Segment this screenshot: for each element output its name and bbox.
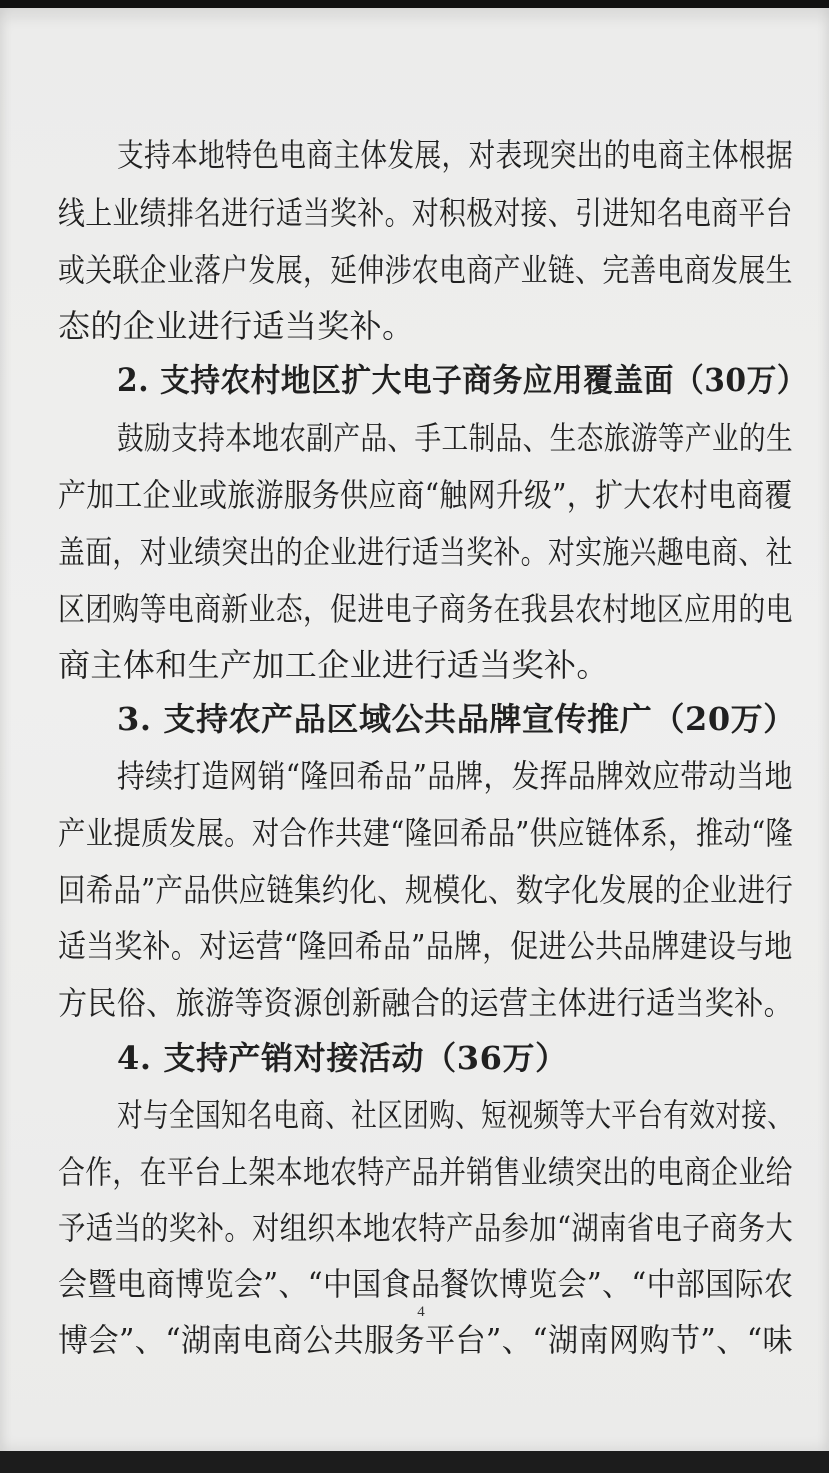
photo-bottom-edge [0, 1451, 829, 1473]
section-3-line-2: 产业提质发展。对合作共建“隆回希品”供应链体系，推动“隆 [58, 814, 794, 852]
section-2-line-2: 产加工企业或旅游服务供应商“触网升级”，扩大农村电商覆 [58, 476, 793, 514]
section-2-line-4: 区团购等电商新业态，促进电子商务在我县农村地区应用的电 [58, 590, 793, 628]
section-4-line-1: 对与全国知名电商、社区团购、短视频等大平台有效对接、 [117, 1096, 794, 1134]
section-4-line-5: 博会”、“湖南电商公共服务平台”、“湖南网购节”、“味 [58, 1321, 793, 1359]
section-3-line-3: 回希品”产品供应链集约化、规模化、数字化发展的企业进行 [58, 871, 794, 909]
section-4-line-2: 合作，在平台上架本地农特产品并销售业绩突出的电商企业给 [58, 1153, 793, 1191]
section-2-line-3: 盖面，对业绩突出的企业进行适当奖补。对实施兴趣电商、社 [58, 533, 793, 571]
page-number: 4 [417, 1304, 425, 1320]
section-4-line-3: 予适当的奖补。对组织本地农特产品参加“湖南省电子商务大 [58, 1209, 794, 1247]
section-2-line-1: 鼓励支持本地农副产品、手工制品、生态旅游等产业的生 [117, 419, 794, 457]
section-3-line-1: 持续打造网销“隆回希品”品牌，发挥品牌效应带动当地 [117, 757, 793, 795]
section-2-line-5: 商主体和生产加工企业进行适当奖补。 [58, 646, 609, 684]
paragraph-1-line-2: 线上业绩排名进行适当奖补。对积极对接、引进知名电商平台 [58, 194, 793, 232]
paragraph-1-line-1: 支持本地特色电商主体发展，对表现突出的电商主体根据 [117, 136, 794, 174]
section-3-line-5: 方民俗、旅游等资源创新融合的运营主体进行适当奖补。 [58, 984, 794, 1022]
section-2-heading: 2. 支持农村地区扩大电子商务应用覆盖面（30万） [117, 361, 808, 399]
paragraph-1-line-3: 或关联企业落户发展，延伸涉农电商产业链、完善电商发展生 [58, 251, 793, 289]
document-paper [0, 8, 829, 1458]
paragraph-1-line-4: 态的企业进行适当奖补。 [58, 307, 415, 345]
section-3-heading: 3. 支持农产品区域公共品牌宣传推广（20万） [117, 700, 796, 738]
section-4-heading: 4. 支持产销对接活动（36万） [117, 1039, 568, 1077]
section-4-line-4: 会暨电商博览会”、“中国食品餐饮博览会”、“中部国际农 [58, 1265, 794, 1303]
section-3-line-4: 适当奖补。对运营“隆回希品”品牌，促进公共品牌建设与地 [58, 927, 793, 965]
